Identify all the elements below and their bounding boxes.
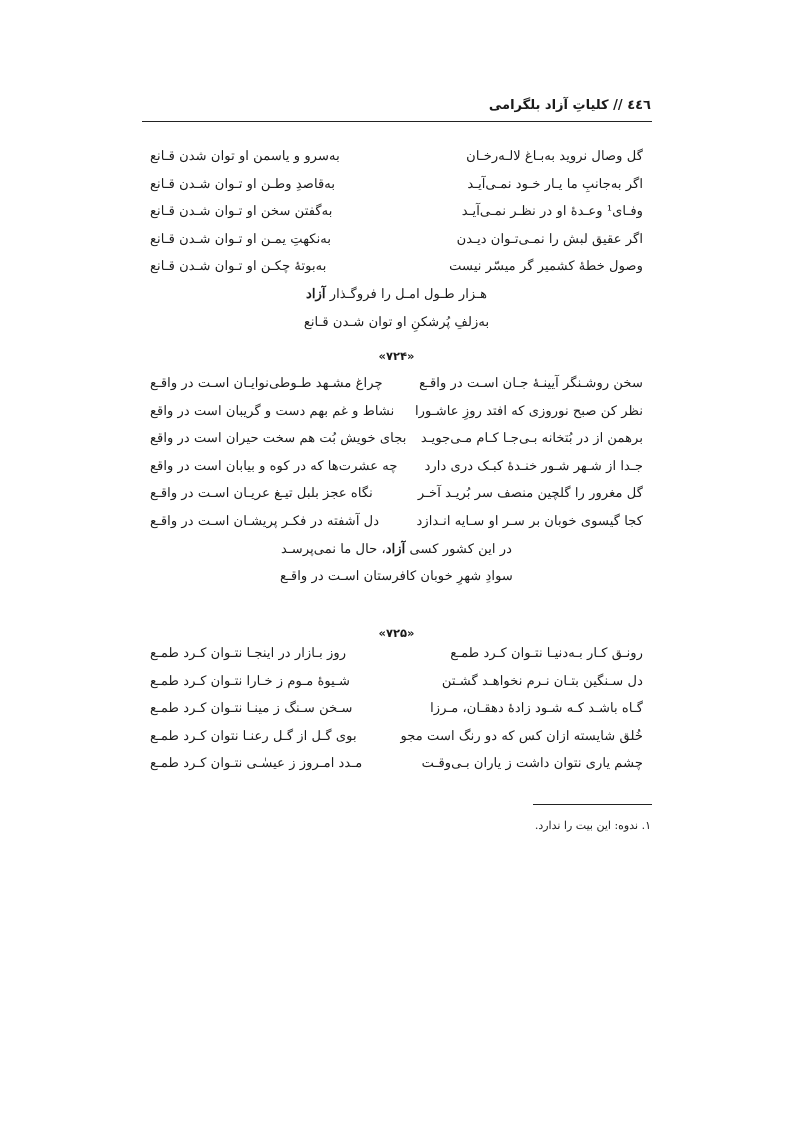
closing-text-before: در این کشور کسی <box>405 541 512 557</box>
hemistich-left: به‌بوتهٔ چکـن او تـوان شـدن قـانع <box>150 259 327 275</box>
hemistich-left: به‌گفتن سخن او تـوان شـدن قـانع <box>150 204 333 220</box>
hemistich-left: سـخن سـنگ ز مینـا نتـوان کـرد طمـع <box>150 701 353 717</box>
header-separator: // <box>613 98 623 113</box>
hemistich-left: چراغ مشـهد طـوطی‌نوایـان اسـت در واقـع <box>150 376 383 391</box>
page-number: ٤٤٦ <box>627 98 651 113</box>
hemistich-right: گل وصال نروید به‌بـاغ لالـه‌رخـان <box>466 149 643 164</box>
hemistich-right: دل سـنگین بتـان نـرم نخواهـد گشـتن <box>441 673 643 689</box>
couplet <box>150 750 643 778</box>
hemistich-left: روز بـازار در اینجـا نتـوان کـرد طمـع <box>150 646 347 661</box>
couplet <box>150 198 643 226</box>
couplet <box>150 370 643 398</box>
poem-725 <box>150 640 643 778</box>
poem-continued <box>150 143 643 336</box>
footnote-rule <box>533 804 652 805</box>
couplet <box>150 480 643 508</box>
couplet <box>150 695 643 723</box>
closing-line <box>150 309 643 337</box>
couplet <box>150 425 643 453</box>
hemistich-right: سخن روشـنگر آیینـهٔ جـان اسـت در واقـع <box>419 376 643 391</box>
closing-line <box>150 281 643 309</box>
hemistich-left: بجای خویش بُت هم سخت حیران است در واقع <box>150 431 407 447</box>
couplet <box>150 226 643 254</box>
closing-line <box>150 536 643 564</box>
hemistich-right: وفـای¹ وعـدهٔ او در نظـر نمـی‌آیـد <box>461 204 643 220</box>
poem-number: «۷۲۴» <box>378 349 415 363</box>
hemistich-left: نشاط و غم بهم دست و گریبان است در واقع <box>150 403 395 419</box>
hemistich-left: به‌سرو و یاسمن او توان شدن قـانع <box>150 149 340 164</box>
hemistich-left: چه عشرت‌ها که در کوه و بیابان است در واقع <box>150 458 398 474</box>
hemistich-left: شـیوهٔ مـوم ز خـارا نتـوان کـرد طمـع <box>150 673 351 689</box>
closing-text <box>306 287 487 302</box>
couplet <box>150 668 643 696</box>
hemistich-right: کجا گیسوی خوبان بر سـر او سـایه انـدازد <box>416 513 643 529</box>
closing-text <box>281 542 512 557</box>
couplet <box>150 171 643 199</box>
hemistich-left: نگاه عجز بلبل تیـغ عریـان اسـت در واقـع <box>150 486 373 502</box>
hemistich-right: جـدا از شـهر شـور خنـدهٔ کبـک دری دارد <box>424 458 643 474</box>
couplet <box>150 640 643 668</box>
hemistich-right: اگر عقیق لبش را نمـی‌تـوان دیـدن <box>456 231 643 247</box>
hemistich-left: مـدد امـروز ز عیسٰـی نتـوان کـرد طمـع <box>150 756 363 772</box>
header-rule <box>142 121 652 122</box>
hemistich-left: به‌نکهتِ یمـن او تـوان شـدن قـانع <box>150 231 331 247</box>
running-header <box>489 98 651 113</box>
hemistich-right: گـاه باشـد کـه شـود زادهٔ دهقـان، مـرزا <box>430 701 643 717</box>
couplet <box>150 398 643 426</box>
footnote: ۱. ندوه: این بیت را ندارد. <box>534 819 651 832</box>
poet-name: آزاد <box>385 541 406 557</box>
hemistich-left: به‌قاصدِ وطـن او تـوان شـدن قـانع <box>150 176 336 192</box>
hemistich-right: چشم یاری نتوان داشت ز یاران بـی‌وقـت <box>421 756 643 772</box>
hemistich-right: رونـق کـار بـه‌دنیـا نتـوان کـرد طمـع <box>450 646 643 661</box>
couplet <box>150 508 643 536</box>
couplet <box>150 143 643 171</box>
book-title: کلیاتِ آزاد بلگرامی <box>488 98 609 113</box>
hemistich-right: اگر به‌جانبِ ما یـار خـود نمـی‌آیـد <box>467 176 643 192</box>
hemistich-left: دل آشفته در فکـر پریشـان اسـت در واقـع <box>150 513 380 529</box>
closing-line <box>150 563 643 591</box>
hemistich-right: خُلق شایسته ازان کس که دو رنگ است مجو <box>400 728 643 744</box>
hemistich-right: وصول خطهٔ کشمیر گر میسّر نیست <box>449 259 643 275</box>
closing-text-after: ، حال ما نمی‌پرسـد <box>281 541 386 557</box>
hemistich-right: برهمن از در بُتخانه بـی‌جـا کـام مـی‌جویـد <box>420 431 643 447</box>
couplet <box>150 453 643 481</box>
hemistich-left: بوی گـل از گـل رعنـا نتوان کـرد طمـع <box>150 728 357 744</box>
couplet <box>150 723 643 751</box>
closing-text: به‌زلفِ پُرشکنِ او توان شـدن قـانع <box>303 314 490 330</box>
couplet <box>150 253 643 281</box>
hemistich-right: نظر کن صبح نوروزی که افتد روزِ عاشـورا <box>415 403 643 419</box>
poet-name: آزاد <box>305 286 326 302</box>
hemistich-right: گل مغرور را گلچین منصف سر بُریـد آخـر <box>417 486 643 502</box>
poem-724 <box>150 370 643 591</box>
closing-text-before: هـزار طـول امـل را فروگـذار <box>325 286 488 302</box>
closing-text: سوادِ شهرِ خوبان کافرستان اسـت در واقـع <box>280 569 513 585</box>
poem-number: «۷۲۵» <box>378 626 415 640</box>
